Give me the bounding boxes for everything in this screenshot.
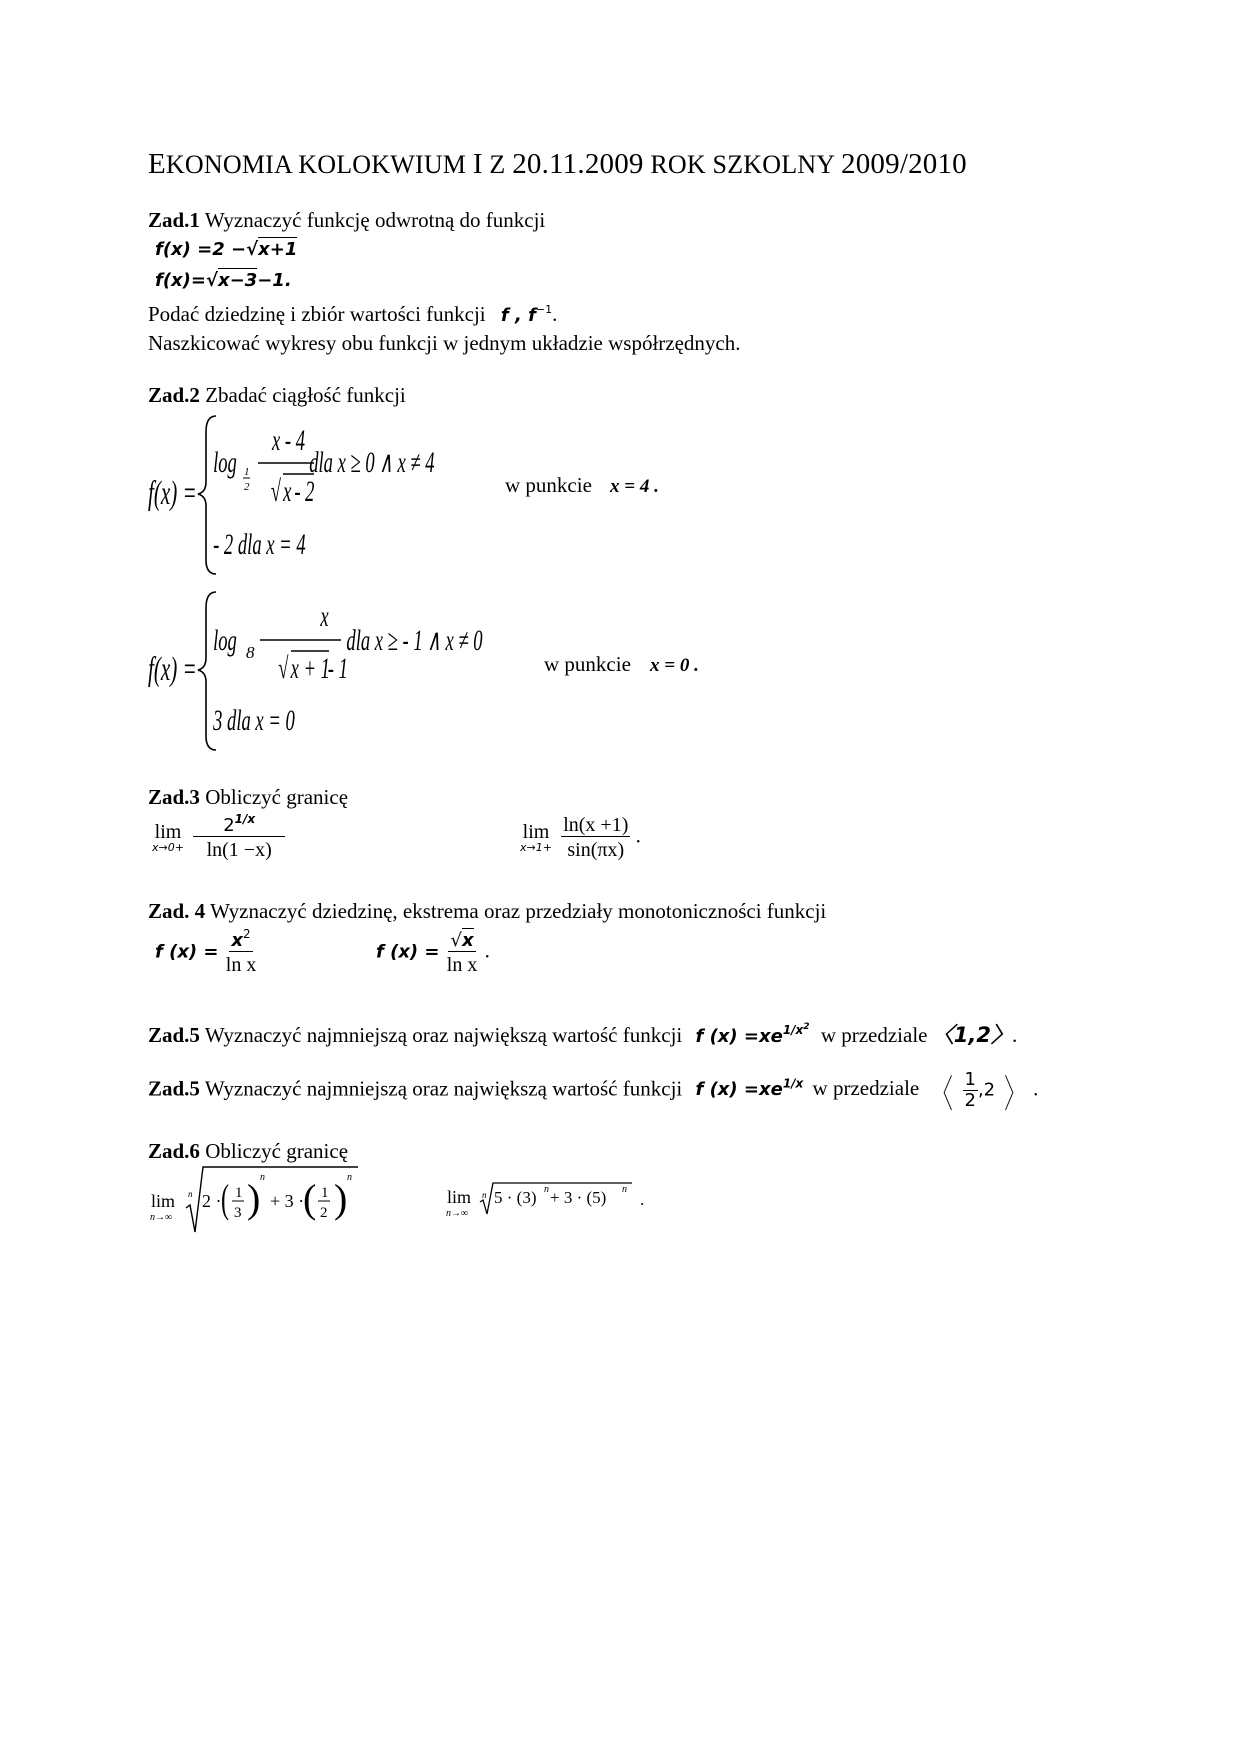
- svg-text:.: .: [640, 1190, 645, 1209]
- svg-text:x = 0 .: x = 0 .: [650, 655, 699, 676]
- zad2-b-point: w punkcie: [544, 652, 631, 676]
- zad3-limit-1: lim x→0+ $\frac{2^{1/x}}{\ln(1 -x)}$: [152, 813, 285, 862]
- svg-text:n: n: [622, 1184, 627, 1195]
- svg-text:lim: lim: [151, 1191, 176, 1211]
- page-title: EKONOMIA KOLOKWIUM I Z 20.11.2009 ROK SZKOLNY 2009/2010: [148, 148, 967, 180]
- svg-text:lim: lim: [447, 1187, 472, 1207]
- zad3-limit-2: lim x→1+ $\frac{\ln(x +1)}{\sin(\pi x)}$ .: [520, 814, 641, 862]
- svg-text:n: n: [260, 1172, 265, 1183]
- zad2-piecewise-a: [148, 412, 708, 577]
- zad1-formula-2: f(x)=√x−3−1.: [155, 270, 292, 291]
- zad1-line-sketch: Naszkicować wykresy obu funkcji w jednym układzie współrzędnych.: [148, 331, 741, 355]
- svg-text:3: 3: [234, 1205, 242, 1221]
- svg-text:2: 2: [320, 1205, 328, 1221]
- zad6-limit-2: [444, 1180, 654, 1224]
- zad2-b-cond: dla x ≥ - 1 ∧ x ≠ 0: [346, 624, 483, 658]
- svg-text:n: n: [347, 1172, 352, 1183]
- svg-text:- 1: - 1: [327, 652, 348, 686]
- svg-text:- 2: - 2: [294, 475, 315, 509]
- svg-text:√: √: [270, 475, 281, 509]
- svg-text:5 · (3): 5 · (3): [494, 1188, 537, 1207]
- zad5-a: Zad.5 Wyznaczyć najmniejszą oraz największą wartość funkcji f $(x) =xe^{1/x^2}$ w przedziale 〈1,2〉.: [148, 1022, 1018, 1047]
- zad2-b-log: log: [213, 624, 237, 658]
- svg-text:): ): [247, 1176, 261, 1221]
- svg-text:1: 1: [321, 1185, 329, 1201]
- zad1-heading: Zad.1 Wyznaczyć funkcję odwrotną do funkcji: [148, 208, 546, 232]
- svg-text:√: √: [278, 652, 289, 686]
- svg-text:n→∞: n→∞: [150, 1212, 173, 1223]
- zad6-limit-1: [148, 1162, 388, 1236]
- zad5-b: Zad.5 Wyznaczyć najmniejszą oraz największą wartość funkcji f $(x) =xe^{1/x}$ w przedziale 〈 $\frac{1}{2}$ ,2 〉 .: [148, 1068, 1039, 1116]
- svg-text:8: 8: [246, 643, 255, 662]
- zad4-function-1: f (x) = $\frac{x^2}{\text{ln x}}$: [155, 927, 257, 977]
- zad1-formula-1: f(x) =2 −√x+1: [155, 239, 298, 260]
- zad2-a-cond: dla x ≥ 0 ∧ x ≠ 4: [309, 446, 435, 480]
- zad2-b-den: x + 1: [290, 652, 330, 686]
- svg-text:1: 1: [244, 466, 250, 478]
- zad2-b-num: x: [320, 600, 329, 634]
- svg-text:n: n: [482, 1190, 487, 1200]
- svg-text:n→∞: n→∞: [446, 1208, 469, 1219]
- svg-text:2 ·: 2 ·: [202, 1191, 222, 1211]
- zad2-a-num: x - 4: [272, 424, 306, 458]
- zad1-line-domain: Podać dziedzinę i zbiór wartości funkcji f , $f^{-1}$.: [148, 302, 558, 326]
- zad4-function-2: f (x) = $\frac{√x}{\text{ln x}}$ .: [376, 930, 490, 977]
- zad3-heading: Zad.3 Obliczyć granicę: [148, 785, 349, 809]
- zad2-piecewise-b: [148, 588, 728, 753]
- zad6-heading: Zad.6 Obliczyć granicę: [148, 1139, 349, 1163]
- zad2-a-case2: - 2 dla x = 4: [213, 528, 306, 562]
- zad2-b-fx: f(x) =: [148, 651, 197, 689]
- svg-text:+ 3 · (5): + 3 · (5): [550, 1188, 607, 1207]
- svg-text:(: (: [221, 1178, 229, 1222]
- zad2-a-den: x: [283, 475, 292, 509]
- svg-text:): ): [334, 1176, 348, 1221]
- zad2-a-log: log: [213, 446, 237, 480]
- svg-text:x = 4 .: x = 4 .: [610, 476, 659, 497]
- svg-text:n: n: [188, 1189, 193, 1199]
- svg-text:(: (: [303, 1176, 317, 1221]
- zad4-heading: Zad. 4 Wyznaczyć dziedzinę, ekstrema oraz przedziały monotoniczności funkcji: [148, 899, 827, 923]
- svg-text:1: 1: [235, 1185, 243, 1201]
- zad2-a-fx: f(x) =: [148, 475, 197, 513]
- zad2-a-point: w punkcie: [505, 473, 592, 497]
- svg-text:n: n: [544, 1184, 549, 1195]
- svg-text:+ 3 ·: + 3 ·: [270, 1191, 305, 1211]
- svg-text:2: 2: [244, 481, 250, 493]
- zad2-b-case2: 3 dla x = 0: [213, 704, 295, 738]
- zad2-heading: Zad.2 Zbadać ciągłość funkcji: [148, 383, 406, 407]
